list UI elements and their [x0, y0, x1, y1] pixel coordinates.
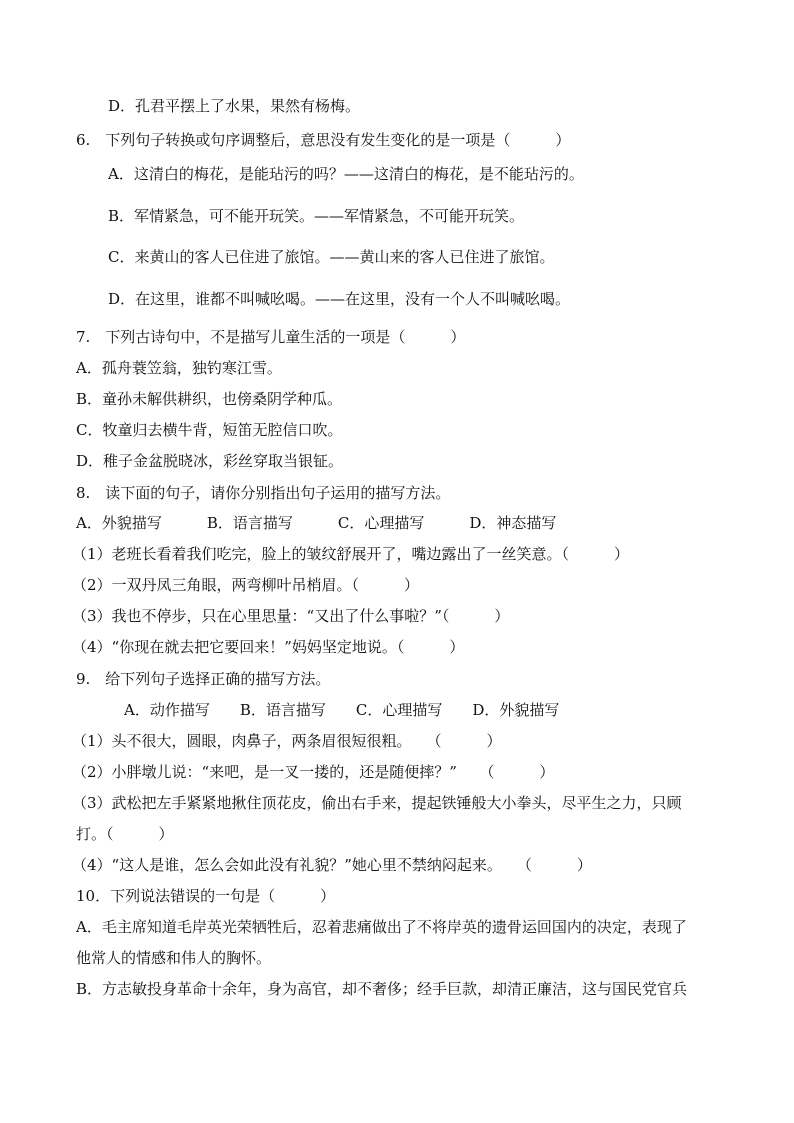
q9-sentence-3-line-2: 打。（ ）	[76, 825, 174, 843]
q8-sentence-1: （1）老班长看着我们吃完，脸上的皱纹舒展开了，嘴边露出了一丝笑意。（ ）	[72, 545, 630, 563]
q7-stem: 7. 下列古诗句中，不是描写儿童生活的一项是（ ）	[76, 328, 466, 346]
q6-option-d: D．在这里，谁都不叫喊吆喝。——在这里，没有一个人不叫喊吆喝。	[108, 290, 571, 308]
q8-options: A．外貌描写 B．语言描写 C．心理描写 D．神态描写	[76, 514, 557, 532]
q9-sentence-4: （4）“这人是谁，怎么会如此没有礼貌？”她心里不禁纳闷起来。 （ ）	[72, 856, 592, 874]
q7-option-b: B．童孙未解供耕织，也傍桑阴学种瓜。	[76, 390, 343, 408]
q5-option-d: D．孔君平摆上了水果，果然有杨梅。	[108, 97, 361, 115]
q8-sentence-3: （3）我也不停步，只在心里思量：“又出了什么事啦？”（ ）	[72, 607, 510, 625]
q7-option-a: A．孤舟蓑笠翁，独钓寒江雪。	[76, 359, 282, 377]
q8-sentence-4: （4）“你现在就去把它要回来！”妈妈坚定地说。（ ）	[72, 638, 465, 656]
q8-sentence-2: （2）一双丹凤三角眼，两弯柳叶吊梢眉。（ ）	[72, 576, 420, 594]
q6-stem: 6. 下列句子转换或句序调整后，意思没有发生变化的是一项是（ ）	[76, 131, 571, 149]
q9-options: A．动作描写 B．语言描写 C．心理描写 D．外貌描写	[124, 701, 560, 719]
q6-option-b: B．军情紧急，可不能开玩笑。——军情紧急，不可能开玩笑。	[108, 207, 525, 225]
q6-option-c: C．来黄山的客人已住进了旅馆。——黄山来的客人已住进了旅馆。	[108, 248, 555, 266]
q7-option-d: D．稚子金盆脱晓冰，彩丝穿取当银钲。	[76, 452, 344, 470]
q9-sentence-3-line-1: （3）武松把左手紧紧地揪住顶花皮，偷出右手来，提起铁锤般大小拳头，尽平生之力，只顾	[72, 794, 682, 812]
q7-option-c: C．牧童归去横牛背，短笛无腔信口吹。	[76, 421, 343, 439]
q9-sentence-1: （1）头不很大，圆眼，肉鼻子，两条眉很短很粗。 （ ）	[72, 732, 502, 750]
q8-stem: 8. 读下面的句子，请你分别指出句子运用的描写方法。	[76, 484, 451, 502]
q10-option-b-line-1: B．方志敏投身革命十余年，身为高官，却不奢侈；经手巨款，却清正廉洁，这与国民党官兵	[76, 980, 688, 998]
q10-option-a-line-2: 他常人的情感和伟人的胸怀。	[76, 949, 272, 967]
q9-stem: 9. 给下列句子选择正确的描写方法。	[76, 670, 331, 688]
q10-option-a-line-1: A．毛主席知道毛岸英光荣牺牲后，忍着悲痛做出了不将岸英的遗骨运回国内的决定，表现了	[76, 918, 687, 936]
q9-sentence-2: （2）小胖墩儿说：“来吧，是一叉一搂的，还是随便摔？” （ ）	[72, 763, 555, 781]
q6-option-a: A．这清白的梅花，是能玷污的吗？——这清白的梅花，是不能玷污的。	[108, 165, 584, 183]
q10-stem: 10．下列说法错误的一句是（ ）	[76, 887, 336, 905]
